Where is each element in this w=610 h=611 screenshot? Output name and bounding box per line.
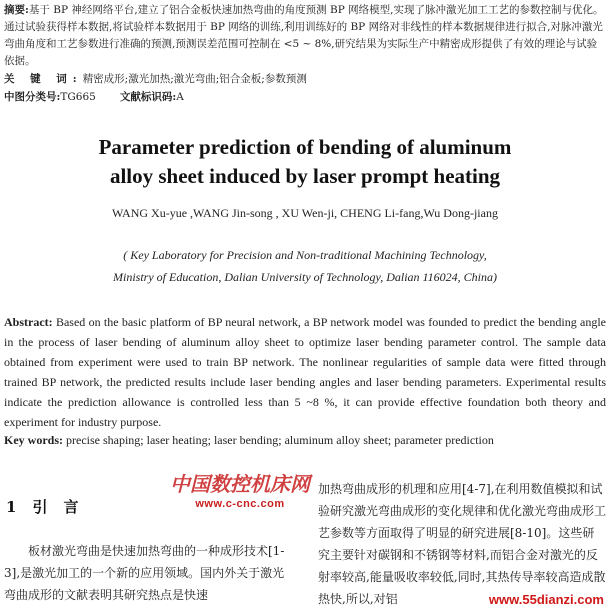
title-line-2: alloy sheet induced by laser prompt heating — [109, 164, 501, 188]
keywords-label: Key words: — [4, 433, 63, 447]
cn-keywords — [4, 71, 307, 86]
english-keywords — [4, 433, 606, 448]
cn-abstract-label: 摘要: — [4, 4, 29, 16]
class-value: TG665 — [60, 91, 96, 103]
cn-keywords-text: 精密成形;激光加热;激光弯曲;铝合金板;参数预测 — [82, 73, 307, 85]
section-title-char-1: 引 — [32, 498, 48, 516]
cn-abstract-text: 基于 BP 神经网络平台,建立了铝合金板快速加热弯曲的角度预测 BP 网络模型,实现了脉冲激光加工工艺的参数控制与优化。通过试验获得样本数据,将试验样本数据用于 BP 网络的训练,利用训练好的 BP 网络对非线性的样本数据规律进行拟合,对脉冲激光弯曲角度和工艺参数进行准确的预测,预测误差范围可控制在 <5 ~ 8%,研究结果为实际生产中精密成形提供了有效的理论与试验依据。 — [4, 4, 604, 67]
watermark-logo — [166, 463, 314, 519]
authors: WANG Xu-yue ,WANG Jin-song , XU Wen-ji, CHENG Li-fang,Wu Dong-jiang — [112, 206, 498, 220]
section-heading — [6, 496, 78, 517]
abstract-label: Abstract: — [4, 315, 53, 329]
watermark-url: www.c-cnc.com — [195, 498, 285, 510]
section-title-char-2: 言 — [63, 498, 79, 516]
cn-classification — [4, 89, 184, 104]
class-label: 中图分类号: — [4, 91, 61, 103]
doc-code-value: A — [176, 91, 184, 103]
cn-abstract — [4, 2, 604, 70]
body-right-column: 加热弯曲成形的机理和应用[4-7],在利用数值模拟和试验研究激光弯曲成形的变化规律和优化激光弯曲成形工艺参数等方面取得了明显的研究进展[8-10]。这些研究主要针对碳钢和不锈钢等材料,而铝合金对激光的反射率较高,能量吸收率较低,同时,其热传导率较高造成散热快,所以,对铝 — [318, 482, 607, 606]
title-line-1: Parameter prediction of bending of aluminum — [98, 135, 512, 159]
keywords-text: precise shaping; laser heating; laser bending; aluminum alloy sheet; parameter prediction — [66, 433, 494, 447]
body-left-column: 板材激光弯曲是快速加热弯曲的一种成形技术[1-3],是激光加工的一个新的应用领域。国内外关于激光弯曲成形的文献表明其研究热点是快速 — [4, 544, 285, 602]
english-abstract — [4, 312, 606, 432]
site-url-watermark: www.55dianzi.com — [488, 592, 604, 607]
doc-code-label: 文献标识码: — [119, 91, 177, 103]
abstract-text: Based on the basic platform of BP neural network, a BP network model was founded to predict the bending angle in the process of laser bending of aluminum alloy sheet to optimize laser bending parameter control. The sample data obtained from experiment were used to train BP network. The nonlinear regularities of sample data were fitted through trained BP network, the predicted results include laser bending angles and laser bending parameters. Experimental results indicate the prediction allowance is controlled less than 5 ~8 %, it can provide effective foundation both theory and experiment for industry purpose. — [4, 315, 607, 429]
cn-keywords-label: 关 键 词: — [4, 73, 83, 85]
watermark-brand-text: 中国数控机床网 — [170, 472, 310, 496]
affiliation-line-1: ( Key Laboratory for Precision and Non-traditional Machining Technology, — [123, 248, 487, 262]
affiliation-line-2: Ministry of Education, Dalian University of Technology, Dalian 116024, China) — [113, 270, 497, 284]
section-number: 1 — [6, 498, 17, 516]
